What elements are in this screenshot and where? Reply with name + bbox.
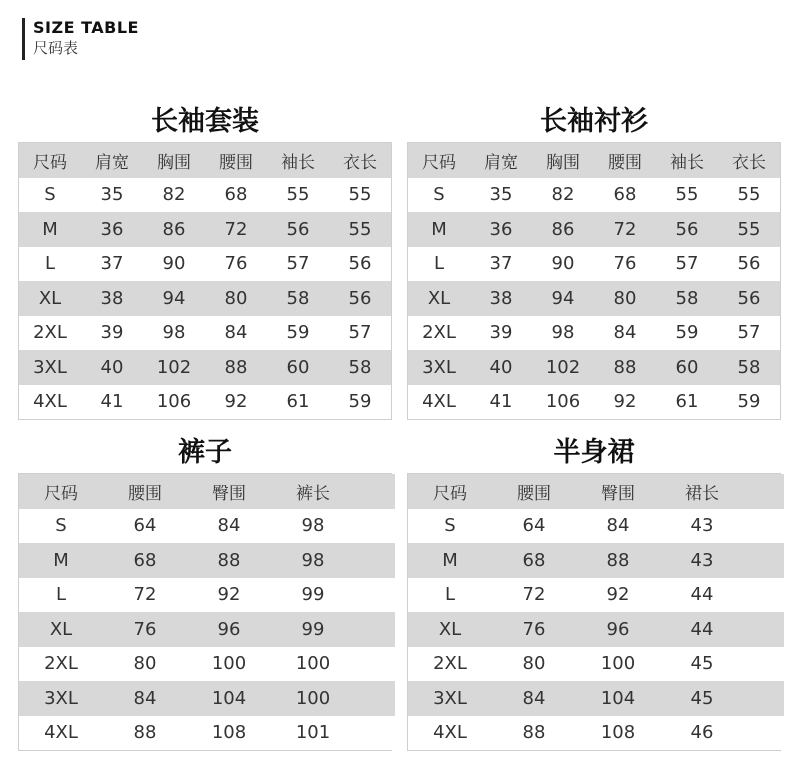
measure-cell: 68 [492, 543, 576, 578]
measure-cell: 59 [656, 316, 718, 351]
table-padding-cell [355, 474, 395, 509]
measure-cell: 76 [205, 247, 267, 282]
table-padding-cell [355, 716, 395, 751]
measure-cell: 92 [576, 578, 660, 613]
table-row [408, 509, 784, 544]
table-row [408, 647, 784, 682]
measure-cell: 37 [81, 247, 143, 282]
table-row [19, 178, 391, 213]
measure-cell: 72 [103, 578, 187, 613]
measure-cell: 96 [187, 612, 271, 647]
table-padding-cell [744, 612, 784, 647]
column-header: 胸围 [143, 143, 205, 178]
table-frame [407, 142, 781, 420]
measure-cell: 58 [718, 350, 780, 385]
table-row [19, 212, 391, 247]
measure-cell: 84 [594, 316, 656, 351]
table-row [19, 716, 395, 751]
measure-cell: 61 [656, 385, 718, 420]
table-padding-cell [744, 578, 784, 613]
measure-cell: 56 [718, 247, 780, 282]
table-padding-cell [744, 647, 784, 682]
measure-cell: 60 [656, 350, 718, 385]
measure-cell: 40 [81, 350, 143, 385]
table-padding-cell [744, 543, 784, 578]
column-header: 肩宽 [81, 143, 143, 178]
measure-cell: 80 [103, 647, 187, 682]
measure-cell: 57 [329, 316, 391, 351]
column-header: 衣长 [329, 143, 391, 178]
size-table [408, 143, 780, 419]
size-cell: 2XL [19, 316, 81, 351]
column-header: 衣长 [718, 143, 780, 178]
measure-cell: 88 [205, 350, 267, 385]
column-header: 腰围 [103, 474, 187, 509]
measure-cell: 92 [594, 385, 656, 420]
size-cell: 4XL [408, 385, 470, 420]
column-header: 肩宽 [470, 143, 532, 178]
size-table-long-sleeve-set [18, 102, 392, 420]
measure-cell: 99 [271, 578, 355, 613]
table-header-row [19, 474, 395, 509]
column-header: 袖长 [656, 143, 718, 178]
size-table-pants [18, 433, 392, 751]
size-cell: M [408, 543, 492, 578]
measure-cell: 40 [470, 350, 532, 385]
measure-cell: 94 [532, 281, 594, 316]
size-cell: 3XL [408, 350, 470, 385]
table-row [408, 281, 780, 316]
table-title: 长袖衬衫 [540, 106, 648, 137]
table-header-row [19, 143, 391, 178]
measure-cell: 92 [205, 385, 267, 420]
size-cell: L [408, 578, 492, 613]
measure-cell: 98 [143, 316, 205, 351]
table-padding-cell [744, 716, 784, 751]
measure-cell: 100 [576, 647, 660, 682]
size-cell: 3XL [19, 681, 103, 716]
table-padding-cell [355, 681, 395, 716]
measure-cell: 44 [660, 612, 744, 647]
column-header: 腰围 [205, 143, 267, 178]
measure-cell: 100 [187, 647, 271, 682]
measure-cell: 35 [470, 178, 532, 213]
size-cell: XL [19, 612, 103, 647]
table-padding-cell [744, 474, 784, 509]
table-row [408, 716, 784, 751]
measure-cell: 84 [205, 316, 267, 351]
size-cell: S [19, 509, 103, 544]
measure-cell: 72 [205, 212, 267, 247]
table-row [408, 612, 784, 647]
measure-cell: 88 [103, 716, 187, 751]
measure-cell: 84 [576, 509, 660, 544]
measure-cell: 45 [660, 647, 744, 682]
measure-cell: 57 [267, 247, 329, 282]
table-row [19, 509, 395, 544]
table-row [408, 247, 780, 282]
table-padding-cell [744, 681, 784, 716]
measure-cell: 64 [492, 509, 576, 544]
table-row [19, 281, 391, 316]
measure-cell: 104 [187, 681, 271, 716]
measure-cell: 43 [660, 509, 744, 544]
measure-cell: 99 [271, 612, 355, 647]
size-cell: M [19, 212, 81, 247]
column-header: 裙长 [660, 474, 744, 509]
header-title-cn: 尺码表 [33, 39, 79, 57]
column-header: 尺码 [19, 474, 103, 509]
table-row [408, 316, 780, 351]
size-cell: 2XL [19, 647, 103, 682]
measure-cell: 39 [81, 316, 143, 351]
table-row [19, 316, 391, 351]
table-row [19, 247, 391, 282]
measure-cell: 100 [271, 681, 355, 716]
column-header: 臀围 [187, 474, 271, 509]
measure-cell: 55 [329, 212, 391, 247]
measure-cell: 76 [594, 247, 656, 282]
table-row [408, 178, 780, 213]
table-row [408, 385, 780, 420]
table-row [19, 385, 391, 420]
table-row [408, 212, 780, 247]
measure-cell: 94 [143, 281, 205, 316]
size-cell: L [19, 247, 81, 282]
column-header: 臀围 [576, 474, 660, 509]
measure-cell: 82 [143, 178, 205, 213]
measure-cell: 37 [470, 247, 532, 282]
measure-cell: 72 [594, 212, 656, 247]
measure-cell: 41 [81, 385, 143, 420]
measure-cell: 44 [660, 578, 744, 613]
table-row [408, 350, 780, 385]
measure-cell: 108 [187, 716, 271, 751]
measure-cell: 80 [205, 281, 267, 316]
size-cell: 3XL [19, 350, 81, 385]
size-table [19, 474, 395, 750]
table-row [19, 681, 395, 716]
size-cell: L [19, 578, 103, 613]
column-header: 尺码 [408, 474, 492, 509]
table-frame [18, 142, 392, 420]
measure-cell: 92 [187, 578, 271, 613]
measure-cell: 56 [267, 212, 329, 247]
table-padding-cell [355, 647, 395, 682]
table-row [408, 578, 784, 613]
measure-cell: 104 [576, 681, 660, 716]
measure-cell: 56 [718, 281, 780, 316]
measure-cell: 56 [329, 247, 391, 282]
size-cell: S [408, 178, 470, 213]
measure-cell: 84 [187, 509, 271, 544]
measure-cell: 101 [271, 716, 355, 751]
table-row [408, 681, 784, 716]
table-frame [18, 473, 392, 751]
measure-cell: 80 [492, 647, 576, 682]
table-padding-cell [744, 509, 784, 544]
measure-cell: 88 [492, 716, 576, 751]
measure-cell: 90 [532, 247, 594, 282]
measure-cell: 98 [532, 316, 594, 351]
measure-cell: 84 [103, 681, 187, 716]
size-cell: 4XL [408, 716, 492, 751]
table-padding-cell [355, 543, 395, 578]
measure-cell: 56 [329, 281, 391, 316]
table-row [19, 543, 395, 578]
measure-cell: 55 [656, 178, 718, 213]
measure-cell: 102 [532, 350, 594, 385]
table-row [408, 543, 784, 578]
column-header: 尺码 [408, 143, 470, 178]
measure-cell: 45 [660, 681, 744, 716]
size-table [19, 143, 391, 419]
measure-cell: 88 [187, 543, 271, 578]
measure-cell: 61 [267, 385, 329, 420]
column-header: 袖长 [267, 143, 329, 178]
table-row [19, 612, 395, 647]
measure-cell: 86 [532, 212, 594, 247]
measure-cell: 39 [470, 316, 532, 351]
measure-cell: 38 [81, 281, 143, 316]
measure-cell: 57 [718, 316, 780, 351]
table-padding-cell [355, 509, 395, 544]
measure-cell: 43 [660, 543, 744, 578]
measure-cell: 72 [492, 578, 576, 613]
measure-cell: 108 [576, 716, 660, 751]
measure-cell: 80 [594, 281, 656, 316]
size-cell: 4XL [19, 385, 81, 420]
table-title: 裤子 [178, 437, 232, 468]
measure-cell: 58 [656, 281, 718, 316]
measure-cell: 35 [81, 178, 143, 213]
size-cell: XL [19, 281, 81, 316]
column-header: 腰围 [594, 143, 656, 178]
page-header [22, 18, 139, 60]
size-table-skirt [407, 433, 781, 751]
table-header-row [408, 474, 784, 509]
size-table-long-sleeve-shirt [407, 102, 781, 420]
measure-cell: 64 [103, 509, 187, 544]
measure-cell: 59 [329, 385, 391, 420]
measure-cell: 55 [267, 178, 329, 213]
measure-cell: 68 [103, 543, 187, 578]
measure-cell: 98 [271, 509, 355, 544]
size-cell: M [408, 212, 470, 247]
measure-cell: 46 [660, 716, 744, 751]
measure-cell: 55 [329, 178, 391, 213]
measure-cell: 106 [143, 385, 205, 420]
measure-cell: 88 [576, 543, 660, 578]
size-cell: 4XL [19, 716, 103, 751]
measure-cell: 36 [470, 212, 532, 247]
measure-cell: 76 [492, 612, 576, 647]
measure-cell: 59 [267, 316, 329, 351]
table-title: 长袖套装 [151, 106, 259, 137]
measure-cell: 88 [594, 350, 656, 385]
size-cell: 2XL [408, 647, 492, 682]
table-title: 半身裙 [553, 437, 635, 468]
measure-cell: 84 [492, 681, 576, 716]
column-header: 裤长 [271, 474, 355, 509]
column-header: 尺码 [19, 143, 81, 178]
size-cell: L [408, 247, 470, 282]
measure-cell: 98 [271, 543, 355, 578]
column-header: 腰围 [492, 474, 576, 509]
measure-cell: 102 [143, 350, 205, 385]
size-cell: S [19, 178, 81, 213]
table-padding-cell [355, 612, 395, 647]
measure-cell: 41 [470, 385, 532, 420]
header-title-en: SIZE TABLE [33, 18, 139, 37]
measure-cell: 59 [718, 385, 780, 420]
table-row [19, 350, 391, 385]
size-table [408, 474, 784, 750]
measure-cell: 76 [103, 612, 187, 647]
measure-cell: 58 [329, 350, 391, 385]
size-cell: S [408, 509, 492, 544]
measure-cell: 36 [81, 212, 143, 247]
measure-cell: 55 [718, 178, 780, 213]
measure-cell: 57 [656, 247, 718, 282]
size-cell: XL [408, 612, 492, 647]
measure-cell: 55 [718, 212, 780, 247]
measure-cell: 38 [470, 281, 532, 316]
measure-cell: 82 [532, 178, 594, 213]
measure-cell: 106 [532, 385, 594, 420]
measure-cell: 100 [271, 647, 355, 682]
measure-cell: 96 [576, 612, 660, 647]
measure-cell: 56 [656, 212, 718, 247]
column-header: 胸围 [532, 143, 594, 178]
size-cell: M [19, 543, 103, 578]
size-cell: XL [408, 281, 470, 316]
size-cell: 2XL [408, 316, 470, 351]
table-padding-cell [355, 578, 395, 613]
table-frame [407, 473, 781, 751]
table-row [19, 578, 395, 613]
measure-cell: 90 [143, 247, 205, 282]
measure-cell: 68 [205, 178, 267, 213]
size-cell: 3XL [408, 681, 492, 716]
table-header-row [408, 143, 780, 178]
measure-cell: 86 [143, 212, 205, 247]
measure-cell: 60 [267, 350, 329, 385]
measure-cell: 58 [267, 281, 329, 316]
measure-cell: 68 [594, 178, 656, 213]
table-row [19, 647, 395, 682]
